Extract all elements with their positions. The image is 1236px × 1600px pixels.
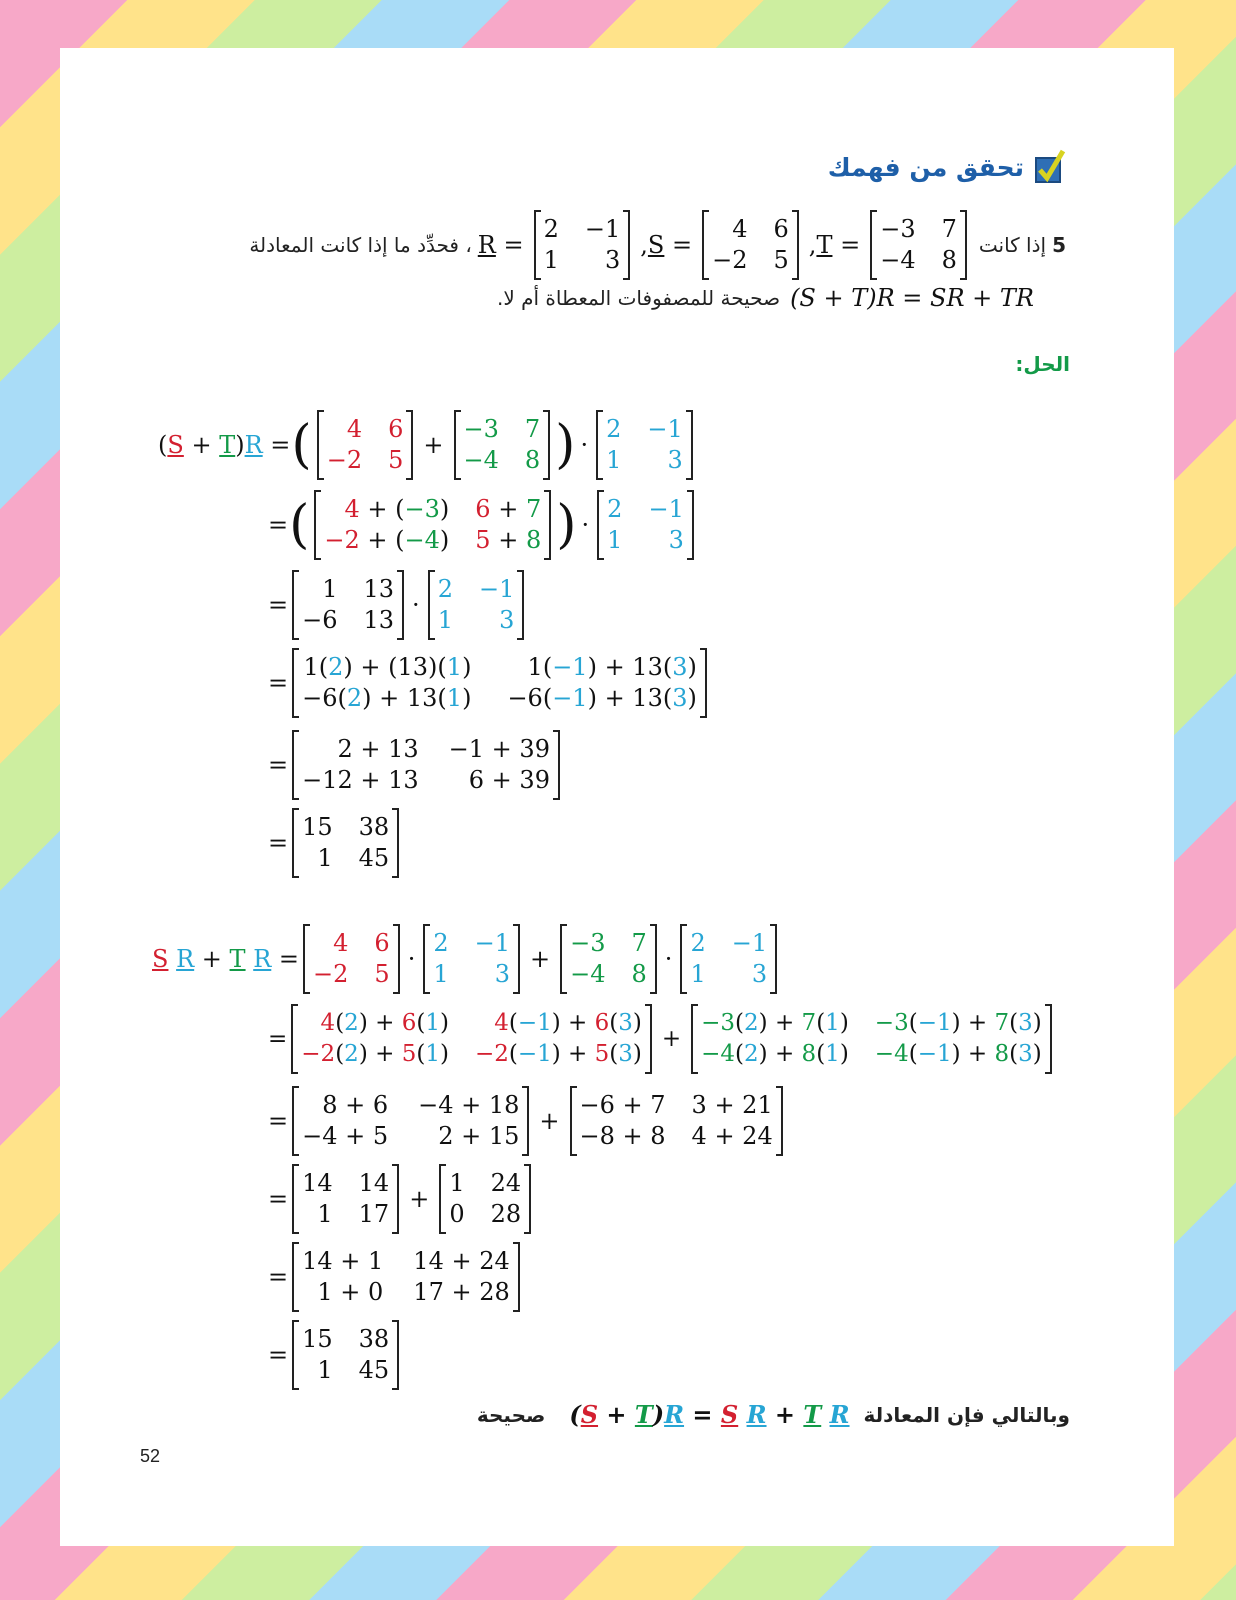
part2-matrix-R-b: 2 −1 1 3 [680, 926, 777, 992]
part2-TR-product: −3(2) + 7(1) −3(−1) + 7(3) −4(2) + 8(1) −4(−1) + 8(3) [691, 1006, 1052, 1072]
part1-matrix-R: 2 −1 1 3 [596, 412, 693, 478]
part2-matrix-T: −3 7 −4 8 [560, 926, 657, 992]
matrix-T: −3 7 −4 8 [870, 212, 967, 278]
part1-line6: = 15 38 1 45 [268, 810, 403, 876]
part2-line5: = 14 + 1 14 + 24 1 + 0 17 + 28 [268, 1244, 524, 1310]
part1-product-matrix: 1(2) + (13)(1) 1(−1) + 13(3) −6(2) + 13(1) −6(−1) + 13(3) [292, 650, 707, 716]
part1-line1: (S + T)R = ( 4 6 −2 5 + −3 7 −4 8 ) · 2 −1 1 3 [158, 412, 697, 478]
conclusion-equation: (S + T)R = S R + T R [569, 1400, 850, 1429]
part1-step5-matrix: 2 + 13 −1 + 39 −12 + 13 6 + 39 [292, 732, 560, 798]
part1-matrix-R2: 2 −1 1 3 [597, 492, 694, 558]
part2-step5-matrix: 14 + 1 14 + 24 1 + 0 17 + 28 [292, 1244, 520, 1310]
solution-label: الحل: [1015, 352, 1070, 376]
T-label: T [816, 231, 833, 259]
S-label: S [647, 231, 665, 259]
part2-matrix-R: 2 −1 1 3 [423, 926, 520, 992]
page-number: 52 [140, 1446, 161, 1466]
if-text: إذا كانت [978, 233, 1047, 257]
part1-line4: = 1(2) + (13)(1) 1(−1) + 13(3) −6(2) + 13(1) −6(−1) + 13(3) [268, 650, 711, 716]
problem-line-1: ، فحدِّد ما إذا كانت المعادلة R = 2 −1 1 3 ,S = 4 6 −2 5 ,T = −3 7 −4 8 إذا كانت 5 [249, 212, 1066, 278]
part1-line5: = 2 + 13 −1 + 39 −12 + 13 6 + 39 [268, 732, 564, 798]
part1-line2: = ( 4 + (−3) 6 + 7 −2 + (−4) 5 + 8 ) · 2 −1 1 3 [268, 492, 698, 558]
matrix-R: 2 −1 1 3 [534, 212, 631, 278]
part2-SR-product: 4(2) + 6(1) 4(−1) + 6(3) −2(2) + 5(1) −2(−1) + 5(3) [291, 1006, 652, 1072]
matrix-S: 4 6 −2 5 [702, 212, 799, 278]
conclusion-suffix: صحيحة [476, 1402, 546, 1427]
conclusion-prefix: وبالتالي فإن المعادلة [863, 1402, 1070, 1427]
part2-matrix-S: 4 6 −2 5 [303, 926, 400, 992]
part2-line2: = 4(2) + 6(1) 4(−1) + 6(3) −2(2) + 5(1) −2(−1) + 5(3) + −3(2) + 7(1) −3(−1) + 7(3) −4(2) + 8(1) −4(−1) + 8(3) [268, 1006, 1056, 1072]
part1-matrix-T: −3 7 −4 8 [454, 412, 551, 478]
part2-line6: = 15 38 1 45 [268, 1322, 403, 1388]
part2-line3: = 8 + 6 −4 + 18 −4 + 5 2 + 15 + −6 + 7 3 + 21 −8 + 8 4 + 24 [268, 1088, 787, 1154]
part2-line4: = 14 14 1 17 + 1 24 0 28 [268, 1166, 535, 1232]
part1-matrix-R3: 2 −1 1 3 [428, 572, 525, 638]
part2-step4b-matrix: 1 24 0 28 [439, 1166, 531, 1232]
part2-step4a-matrix: 14 14 1 17 [292, 1166, 399, 1232]
problem-line-2 [497, 284, 1034, 312]
part1-sum-matrix: 4 + (−3) 6 + 7 −2 + (−4) 5 + 8 [314, 492, 551, 558]
determine-text: ، فحدِّد ما إذا كانت المعادلة [249, 233, 472, 257]
part2-step3a-matrix: 8 + 6 −4 + 18 −4 + 5 2 + 15 [292, 1088, 529, 1154]
section-header [828, 148, 1066, 186]
section-title: تحقق من فهمك [827, 152, 1024, 182]
problem-number: 5 [1052, 233, 1066, 257]
checkmark-icon [1032, 148, 1066, 186]
problem-equation: (S + T)R = SR + TR [790, 284, 1034, 312]
page [60, 48, 1174, 1546]
part1-line3: = 1 13 −6 13 · 2 −1 1 3 [268, 572, 528, 638]
conclusion [477, 1400, 1070, 1429]
part1-matrix-S: 4 6 −2 5 [317, 412, 414, 478]
R-label: R [477, 231, 496, 259]
part2-result-matrix: 15 38 1 45 [292, 1322, 399, 1388]
part1-step3-matrix: 1 13 −6 13 [292, 572, 404, 638]
part2-step3b-matrix: −6 + 7 3 + 21 −8 + 8 4 + 24 [570, 1088, 783, 1154]
problem-line-2-text: صحيحة للمصفوفات المعطاة أم لا. [496, 286, 781, 310]
part1-result-matrix: 15 38 1 45 [292, 810, 399, 876]
part2-line1: S R + T R = 4 6 −2 5 · 2 −1 1 3 + −3 7 −4 8 · 2 −1 1 3 [152, 926, 781, 992]
